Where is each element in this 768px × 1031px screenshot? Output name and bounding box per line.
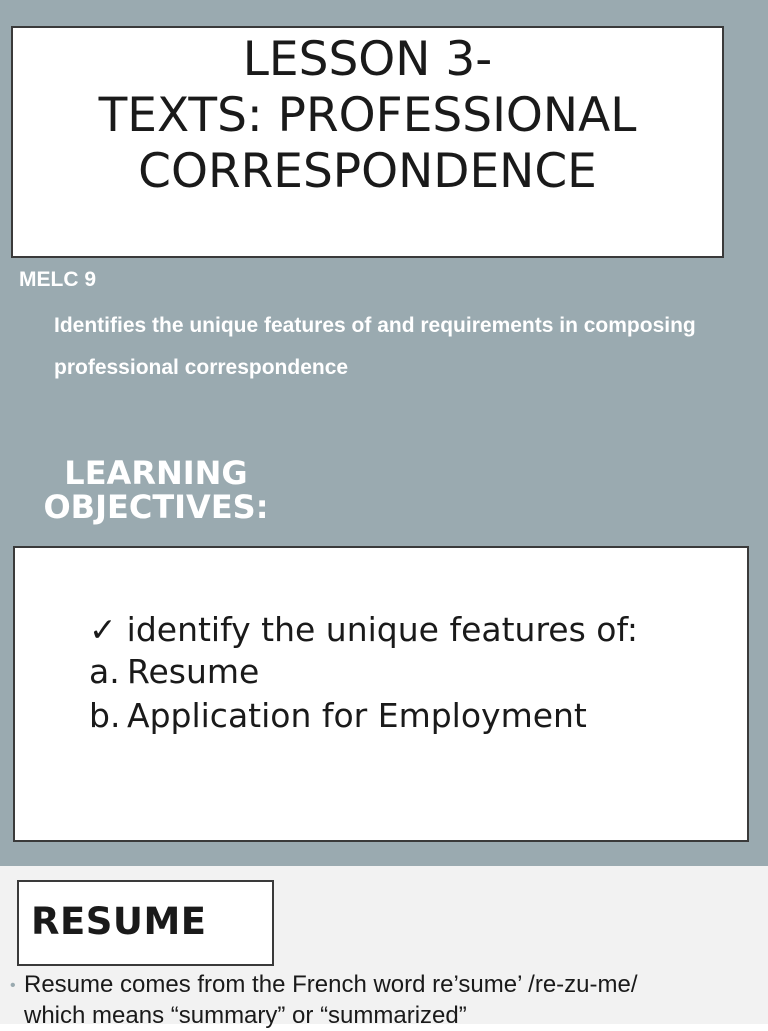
- resume-heading: RESUME: [31, 900, 207, 943]
- objective-item-marker: b.: [89, 696, 121, 735]
- learning-objectives-heading-line-1: LEARNING: [64, 454, 248, 492]
- objective-intro: [89, 610, 638, 649]
- resume-heading-box: [17, 880, 274, 966]
- objectives-box: [13, 546, 749, 842]
- objective-item-application: [89, 696, 587, 735]
- objective-item-marker: a.: [89, 652, 120, 691]
- melc-label: MELC 9: [19, 268, 97, 291]
- learning-objectives-heading-line-2: OBJECTIVES:: [43, 488, 269, 526]
- title-line-1: LESSON 3-: [242, 32, 493, 87]
- melc-description: Identifies the unique features of and requirements in composing professional correspondence: [54, 314, 696, 379]
- title-box: [11, 26, 724, 258]
- title-line-3: CORRESPONDENCE: [138, 144, 597, 199]
- slide-resume: [0, 866, 768, 1029]
- objective-item-text: Resume: [127, 652, 260, 691]
- objective-intro-text: identify the unique features of:: [126, 610, 639, 649]
- checkmark-icon: ✓: [89, 610, 117, 649]
- learning-objectives-heading: [26, 456, 286, 524]
- bullet-icon: •: [10, 976, 16, 994]
- objective-item-resume: [89, 652, 259, 691]
- resume-definition: [10, 970, 760, 1031]
- resume-definition-line-2: which means “summary” or “summarized”: [24, 1001, 467, 1029]
- title-line-2: TEXTS: PROFESSIONAL: [98, 88, 637, 143]
- resume-definition-line-1: Resume comes from the French word re’sume’ /re-zu-me/: [24, 971, 638, 998]
- objective-item-text: Application for Employment: [127, 696, 587, 735]
